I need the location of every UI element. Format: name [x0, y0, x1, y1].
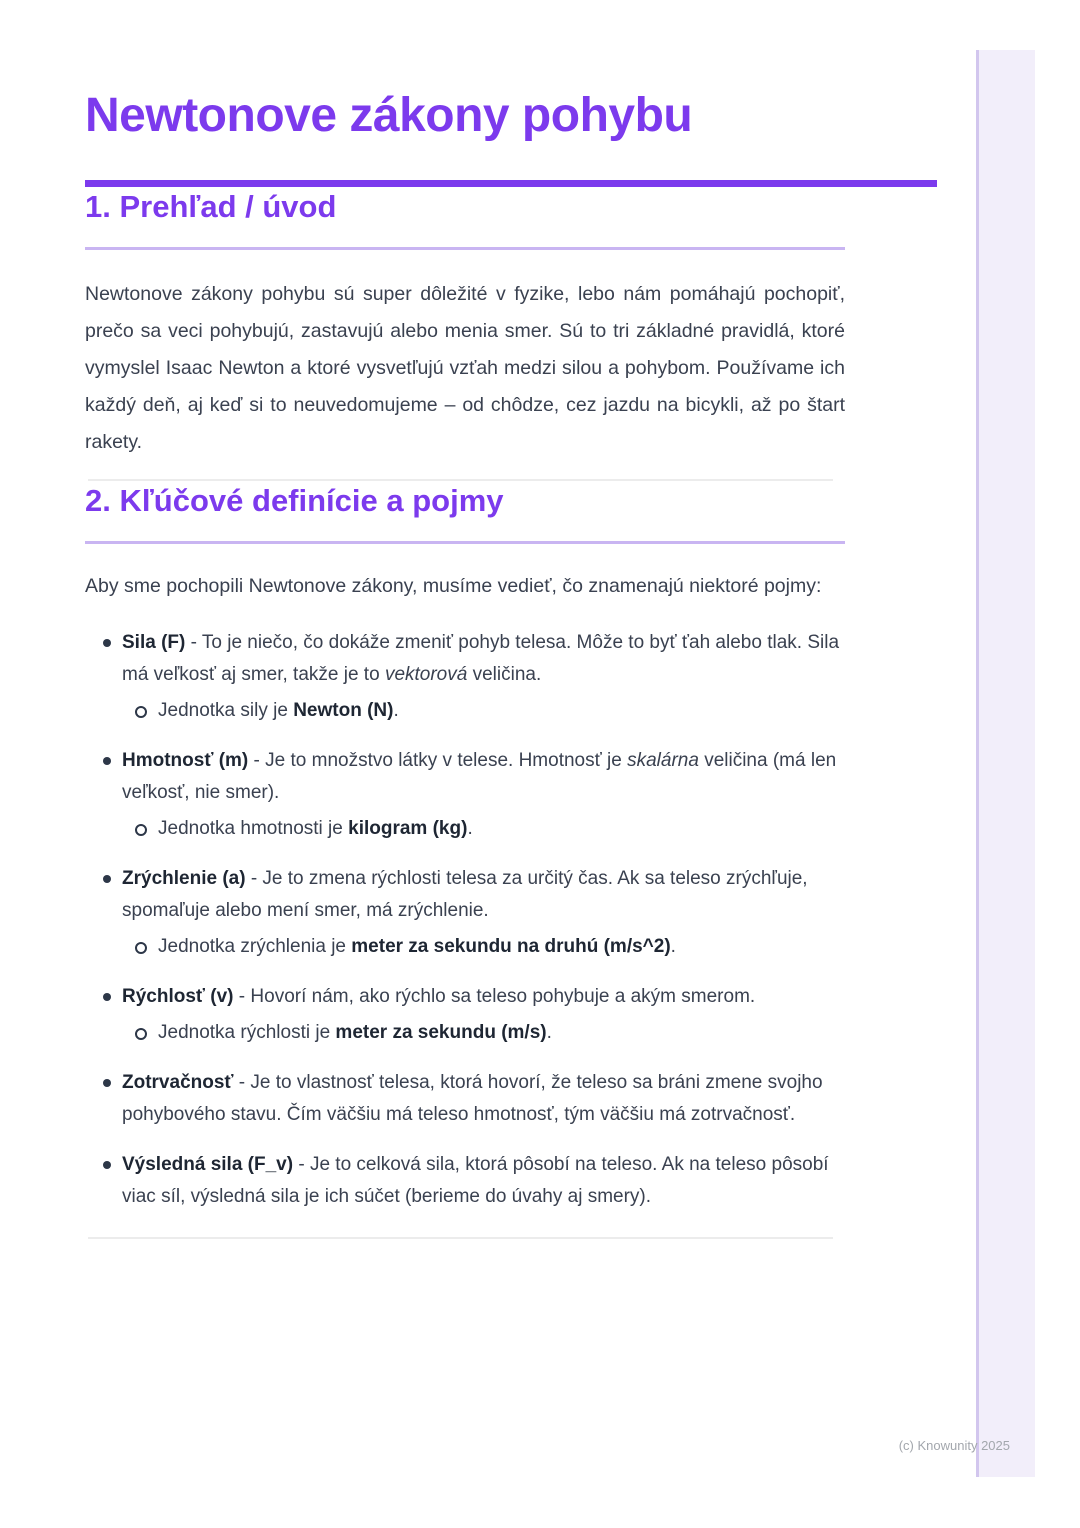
definition-item: [85, 1149, 845, 1213]
definition-unit-note: [122, 695, 845, 727]
body-text: veličina.: [467, 664, 542, 685]
bullet-circle-icon: [122, 1017, 158, 1049]
bottom-divider: [88, 1237, 833, 1239]
body-text: - To je niečo, čo dokáže zmeniť pohyb telesa. Môže to byť ťah alebo tlak. Sila má veľkosť aj smer, takže je to: [122, 632, 840, 685]
term-text: Sila (F): [122, 632, 186, 653]
definitions-list: [85, 627, 845, 1213]
bullet-circle-icon: [122, 695, 158, 727]
italic-text: vektorová: [384, 664, 468, 685]
term-text: Výsledná sila (F_v): [122, 1154, 294, 1175]
bullet-disc-icon: [103, 875, 111, 883]
term-text: Zotrvačnosť: [122, 1072, 234, 1093]
definition-text: [122, 627, 845, 691]
document-title: Newtonove zákony pohybu: [85, 89, 693, 142]
body-text: Jednotka zrýchlenia je: [158, 936, 352, 957]
term-text: Zrýchlenie (a): [122, 868, 246, 889]
term-text: Hmotnosť (m): [122, 750, 249, 771]
unit-note-text: [158, 1017, 845, 1049]
unit-note-text: [158, 931, 845, 963]
section-2-heading: 2. Kľúčové definície a pojmy: [85, 483, 504, 518]
section-2-heading-rule: [85, 541, 845, 544]
bullet-disc-icon: [103, 993, 111, 1001]
body-text: .: [670, 936, 676, 957]
term-text: Newton (N): [293, 700, 394, 721]
definition-text: [122, 1149, 845, 1213]
bullet-disc-icon: [103, 639, 111, 647]
bullet-disc-icon: [85, 745, 122, 809]
right-margin-stripe: [976, 50, 1035, 1477]
bullet-disc-icon: [103, 1161, 111, 1169]
body-text: - Je to množstvo látky v telese. Hmotnosť je: [248, 750, 628, 771]
body-text: .: [393, 700, 399, 721]
title-underline-bar: [85, 180, 937, 187]
italic-text: skalárna: [627, 750, 699, 771]
body-text: - Je to zmena rýchlosti telesa za určitý čas. Ak sa teleso zrýchľuje, spomaľuje alebo mení smer, má zrýchlenie.: [122, 868, 808, 921]
term-text: meter za sekundu (m/s): [335, 1022, 547, 1043]
bullet-disc-icon: [103, 757, 111, 765]
body-text: .: [467, 818, 473, 839]
definition-item: [85, 863, 845, 963]
definition-text: [122, 1067, 845, 1131]
body-text: - Je to celková sila, ktorá pôsobí na teleso. Ak na teleso pôsobí viac síl, výsledná sila je ich súčet (berieme do úvahy aj smery).: [122, 1154, 829, 1207]
bullet-disc-icon: [85, 1067, 122, 1131]
section-1-heading: 1. Prehľad / úvod: [85, 189, 337, 224]
term-text: Rýchlosť (v): [122, 986, 234, 1007]
body-text: Jednotka sily je: [158, 700, 294, 721]
unit-note-text: [158, 813, 845, 845]
copyright-footer: (c) Knowunity 2025: [898, 1438, 1010, 1453]
section-definitions: [85, 481, 845, 1213]
section-1-paragraph: Newtonove zákony pohybu sú super dôležité v fyzike, lebo nám pomáhajú pochopiť, prečo sa veci pohybujú, zastavujú alebo menia smer. Sú to tri základné pravidlá, ktoré vymyslel Isaac Newton a ktoré vysvetľujú vzťah medzi silou a pohybom. Používame ich každý deň, aj keď si to neuvedomujeme – od chôdze, cez jazdu na bicykli, až po štart rakety.: [85, 283, 845, 453]
definition-item: [85, 745, 845, 845]
body-text: - Je to vlastnosť telesa, ktorá hovorí, že teleso sa bráni zmene svojho pohybového stavu. Čím väčšiu má teleso hmotnosť, tým väčšiu má zotrvačnosť.: [122, 1072, 823, 1125]
bullet-disc-icon: [85, 981, 122, 1013]
term-text: meter za sekundu na druhú (m/s^2): [351, 936, 671, 957]
definition-text: [122, 745, 845, 809]
definition-text: [122, 863, 845, 927]
bullet-circle-icon: [122, 813, 158, 845]
definition-unit-note: [122, 931, 845, 963]
definition-item: [85, 981, 845, 1049]
bullet-circle-icon: [122, 931, 158, 963]
document-content: [85, 0, 845, 1239]
body-text: - Hovorí nám, ako rýchlo sa teleso pohybuje a akým smerom.: [233, 986, 756, 1007]
body-text: .: [546, 1022, 552, 1043]
bullet-disc-icon: [85, 627, 122, 691]
bullet-disc-icon: [85, 863, 122, 927]
bullet-disc-icon: [85, 1149, 122, 1213]
unit-note-text: [158, 695, 845, 727]
bullet-circle-icon: [135, 1028, 147, 1040]
definition-unit-note: [122, 813, 845, 845]
bullet-disc-icon: [103, 1079, 111, 1087]
bullet-circle-icon: [135, 942, 147, 954]
bullet-circle-icon: [135, 824, 147, 836]
bullet-circle-icon: [135, 706, 147, 718]
body-text: veličina (má len veľkosť, nie smer).: [122, 750, 837, 803]
term-text: kilogram (kg): [348, 818, 468, 839]
section-overview: [85, 187, 845, 461]
definition-text: [122, 981, 845, 1013]
section-2-paragraph: Aby sme pochopili Newtonove zákony, musíme vedieť, čo znamenajú niektoré pojmy:: [85, 575, 822, 597]
section-1-heading-rule: [85, 247, 845, 250]
body-text: Jednotka hmotnosti je: [158, 818, 349, 839]
body-text: Jednotka rýchlosti je: [158, 1022, 336, 1043]
definition-unit-note: [122, 1017, 845, 1049]
definition-item: [85, 627, 845, 727]
definition-item: [85, 1067, 845, 1131]
